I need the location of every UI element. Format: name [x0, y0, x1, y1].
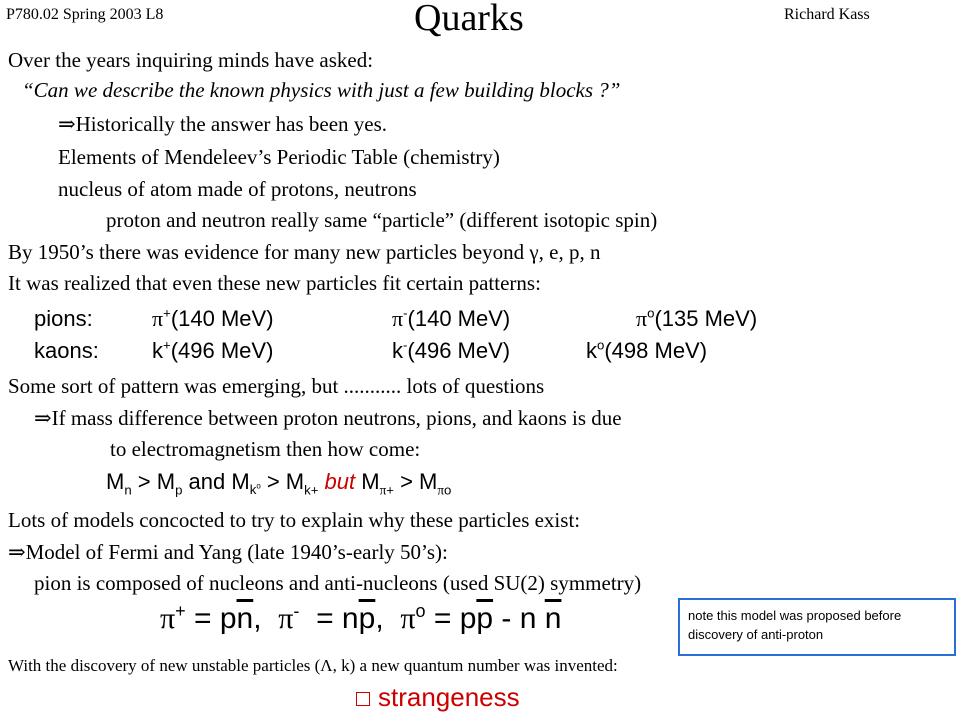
but-word: but	[324, 469, 356, 494]
fermi-yang-line: ⇒Model of Fermi and Yang (late 1940’s-early 50’s):	[8, 540, 448, 564]
historically-line: ⇒Historically the answer has been yes.	[58, 112, 388, 136]
page-title: Quarks	[414, 0, 524, 39]
mendeleev-line: Elements of Mendeleev’s Periodic Table (chemistry)	[58, 145, 500, 169]
mass-relation: $M_n > M_p$ and $M_{k^o} > M_{k+}$ but $M_{\pi+} > M_{\pi o}$	[106, 469, 452, 498]
k-zero-mass: $k^o(498$ MeV)	[586, 337, 708, 363]
pattern-emerging-line: Some sort of pattern was emerging, but ........... lots of questions	[8, 374, 545, 398]
pions-label: pions:	[34, 306, 93, 331]
pi-plus-mass: π+(140 MeV)	[152, 305, 274, 331]
k-minus-mass: k-(496 MeV)	[392, 337, 511, 363]
course-label: P780.02 Spring 2003 L8	[6, 6, 164, 23]
implies-arrow-icon: ⇒	[34, 406, 52, 430]
bullet-icon	[356, 692, 370, 706]
isospin-line: proton and neutron really same “particle” (different isotopic spin)	[106, 208, 658, 232]
pion-composition-line: pion is composed of nucleons and anti-nucleons (used SU(2) symmetry)	[34, 571, 642, 595]
fermi-yang-equation: $\pi^+ = p\overline{n}$, $\pi^- = n\overline{p}$, $\pi^o = p\overline{p} - n$ $\overline{n}$	[160, 601, 562, 635]
pi-zero-mass: $\pi^o(135$ MeV)	[636, 305, 758, 331]
question-line: “Can we describe the known physics with just a few building blocks ?”	[22, 78, 621, 102]
intro-line: Over the years inquiring minds have asked:	[8, 48, 374, 72]
k-plus-mass: k+(496 MeV)	[152, 337, 274, 363]
implies-arrow-icon: ⇒	[8, 540, 26, 564]
author-label: Richard Kass	[784, 6, 870, 23]
1950s-line: By 1950’s there was evidence for many new particles beyond γ, e, p, n	[8, 240, 601, 264]
patterns-line: It was realized that even these new particles fit certain patterns:	[8, 271, 541, 295]
electromagnetism-line: to electromagnetism then how come:	[110, 437, 421, 461]
models-line: Lots of models concocted to try to explain why these particles exist:	[8, 508, 581, 532]
pi-minus-mass: π-(140 MeV)	[392, 305, 511, 331]
kaons-label: kaons:	[34, 338, 99, 363]
nucleus-line: nucleus of atom made of protons, neutrons	[58, 177, 417, 201]
anti-proton-note: note this model was proposed before discovery of anti-proton	[678, 598, 956, 656]
strangeness-item: strangeness	[356, 682, 520, 713]
strangeness-intro-line: With the discovery of new unstable particles (Λ, k) a new quantum number was invented:	[8, 656, 618, 675]
implies-arrow-icon: ⇒	[58, 112, 76, 136]
mass-difference-line: ⇒If mass difference between proton neutrons, pions, and kaons is due	[34, 406, 622, 430]
